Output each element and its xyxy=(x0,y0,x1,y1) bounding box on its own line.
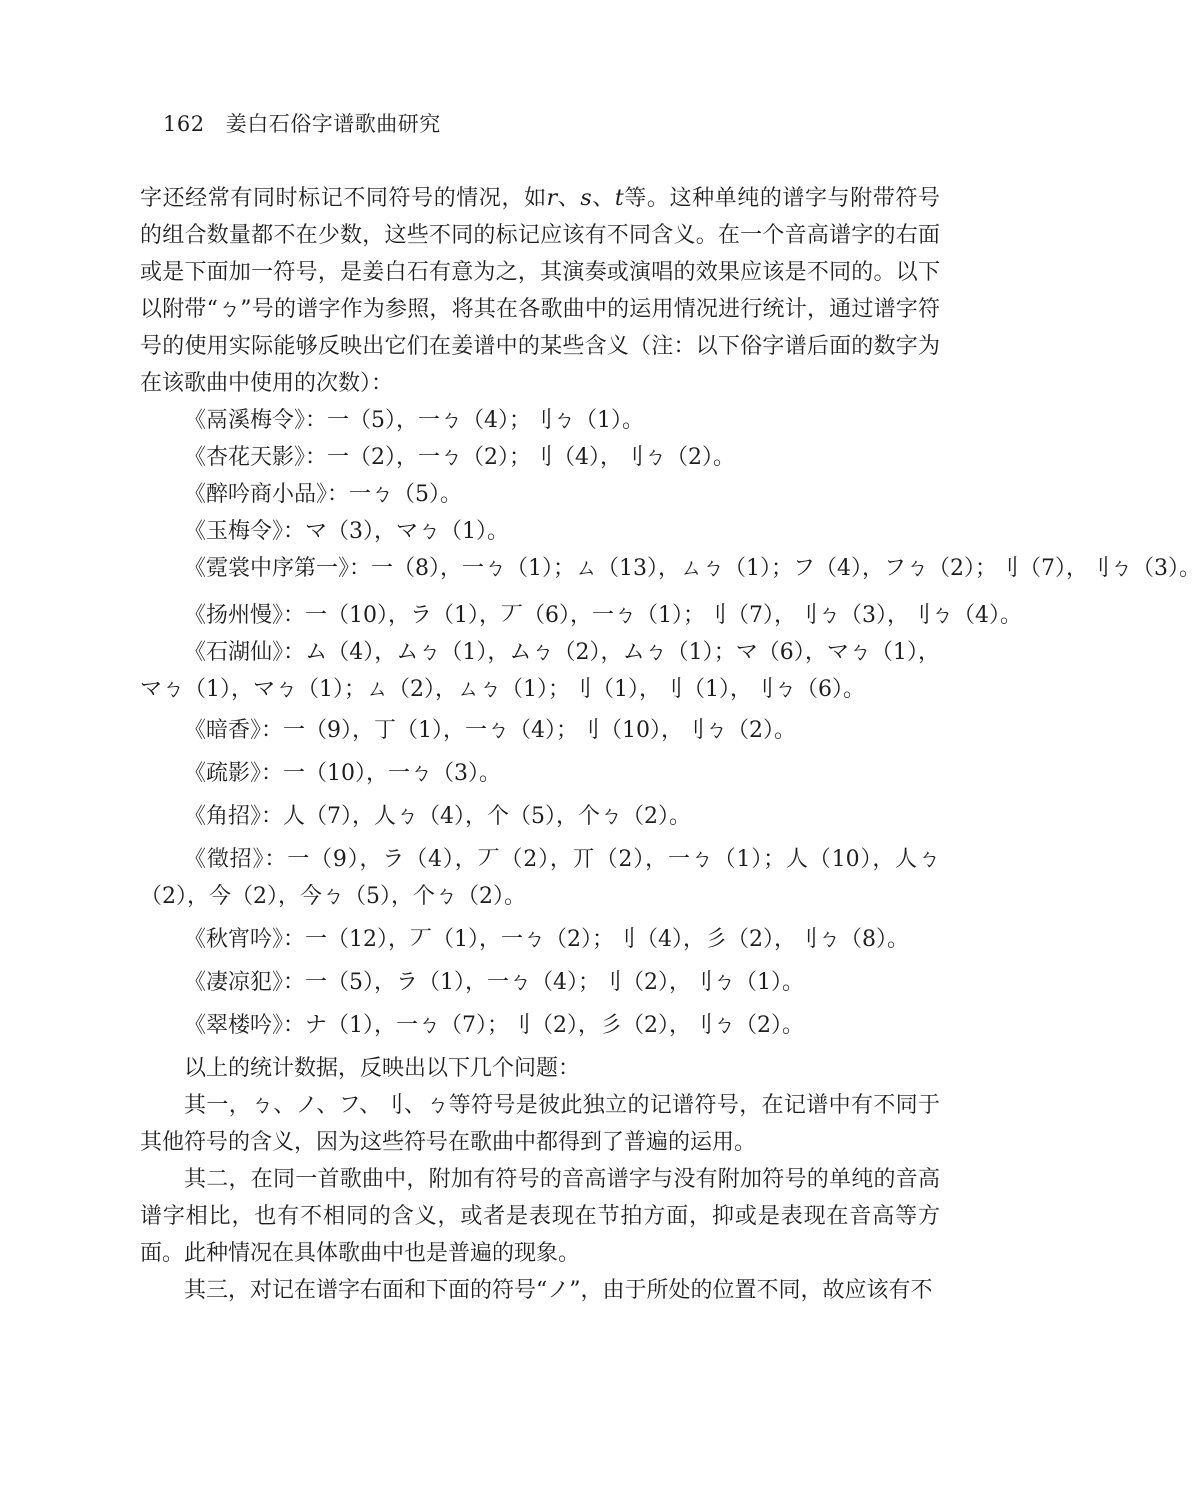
song-stat-line: 《霓裳中序第一》：一（8），一ㄅ（1）；ㄙ（13），ㄙㄅ（1）；フ（4），フㄅ（2）；刂（7），刂ㄅ（3）。 xyxy=(184,556,1201,581)
song-stat-line: 《翠楼吟》：ナ（1），一ㄅ（7）；刂（2），彡（2），刂ㄅ（2）。 xyxy=(184,1013,804,1038)
song-stat-line: 《疏影》：一（10），一ㄅ（3）。 xyxy=(184,761,501,786)
song-stat-line: 《石湖仙》：ム（4），ムㄅ（1），ムㄅ（2），ムㄅ（1）；マ（6），マㄅ（1），マㄅ（1），マㄅ（1）；ㄙ（2），ㄙㄅ（1）；刂（1），刂（1），刂ㄅ（6）。 xyxy=(140,640,940,702)
song-stat-line: 《角招》：人（7），人ㄅ（4），个（5），个ㄅ（2）。 xyxy=(184,804,691,829)
song-stat-line: 《凄凉犯》：一（5），ラ（1），一ㄅ（4）；刂（2），刂ㄅ（1）。 xyxy=(184,970,804,995)
song-stat-line: 《醉吟商小品》：一ㄅ（5）。 xyxy=(184,482,462,507)
point-paragraph: 其二，在同一首歌曲中，附加有符号的音高谱字与没有附加符号的单纯的音高谱字相比，也有不相同的含义，或者是表现在节拍方面，抑或是表现在音高等方面。此种情况在具体歌曲中也是普遍的现象。 xyxy=(140,1167,940,1266)
song-stat-line: 《杏花天影》：一（2），一ㄅ（2）；刂（4），刂ㄅ（2）。 xyxy=(184,445,735,470)
song-stat-line: 《扬州慢》：一（10），ラ（1），丆（6），一ㄅ（1）；刂（7），刂ㄅ（3），刂ㄅ（4）。 xyxy=(184,603,1022,628)
song-stat-line: 《鬲溪梅令》：一（5），一ㄅ（4）；刂ㄅ（1）。 xyxy=(184,408,644,433)
point-paragraph: 其三，对记在谱字右面和下面的符号“ノ”，由于所处的位置不同，故应该有不 xyxy=(184,1278,933,1303)
point-paragraph: 其一，ㄅ、ノ、フ、刂、ㄅ等符号是彼此独立的记谱符号，在记谱中有不同于其他符号的含义，因为这些符号在歌曲中都得到了普遍的运用。 xyxy=(140,1093,940,1155)
summary-intro: 以上的统计数据，反映出以下几个问题： xyxy=(184,1056,581,1081)
book-title: 姜白石俗字谱歌曲研究 xyxy=(225,112,441,136)
intro-paragraph: 字还经常有同时标记不同符号的情况，如𝑟、𝑠、𝑡等。这种单纯的谱字与附带符号的组合数量都不在少数，这些不同的标记应该有不同含义。在一个音高谱字的右面或是下面加一符号，是姜白石有意为之，其演奏或演唱的效果应该是不同的。以下以附带“ㄅ”号的谱字作为参照，将其在各歌曲中的运用情况进行统计，通过谱字符号的使用实际能够反映出它们在姜谱中的某些含义（注：以下俗字谱后面的数字为在该歌曲中使用的次数）： xyxy=(140,186,940,396)
song-stat-line: 《暗香》：一（9），丁（1），一ㄅ（4）；刂（10），刂ㄅ（2）。 xyxy=(184,718,796,743)
running-header xyxy=(163,108,441,138)
song-stat-line: 《玉梅令》：マ（3），マㄅ（1）。 xyxy=(184,519,509,544)
song-stat-line: 《秋宵吟》：一（12），丆（1），一ㄅ（2）；刂（4），彡（2），刂ㄅ（8）。 xyxy=(184,927,909,952)
page-number: 162 xyxy=(163,112,205,136)
body-text xyxy=(140,180,1201,1309)
song-stat-line: 《徵招》：一（9），ラ（4），丆（2），丌（2），一ㄅ（1）；人（10），人ㄅ（2），今（2），今ㄅ（5），个ㄅ（2）。 xyxy=(140,847,940,909)
